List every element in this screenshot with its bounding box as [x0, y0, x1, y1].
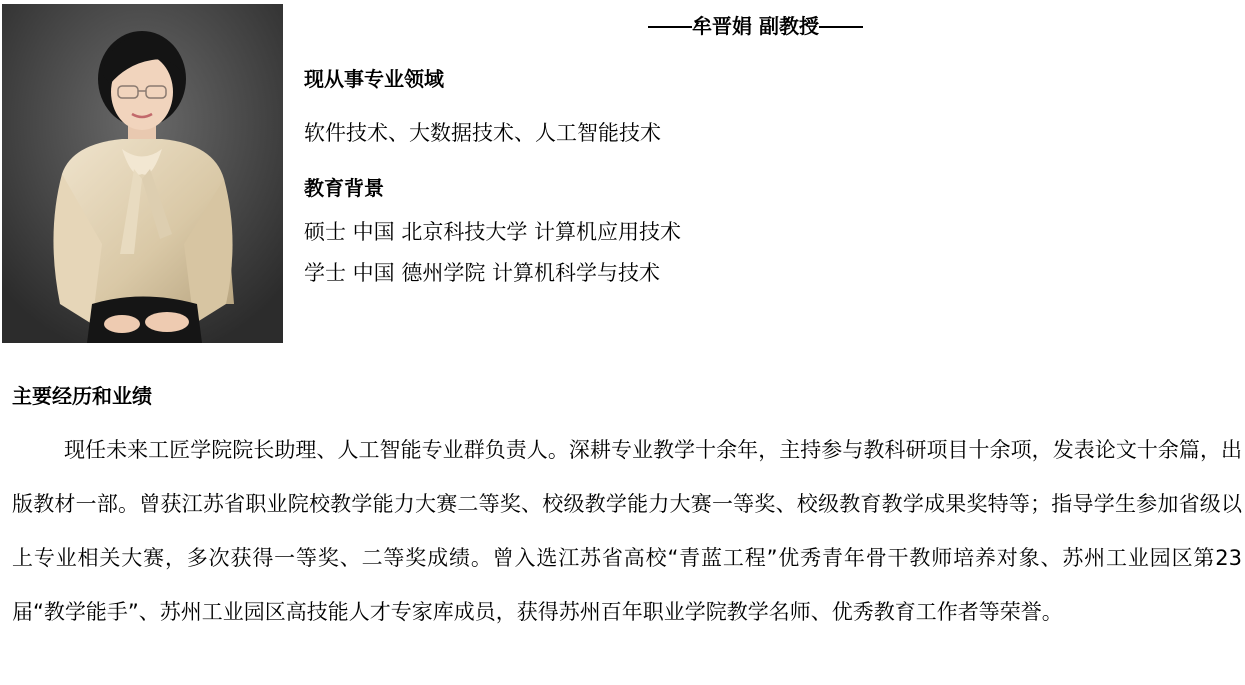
experience-text: 现任未来工匠学院院长助理、人工智能专业群负责人。深耕专业教学十余年，主持参与教科研项目十余项，发表论文十余篇，出版教材一部。曾获江苏省职业院校教学能力大赛二等奖、校级教学能力大赛一等奖、校级教育教学成果奖特等；指导学生参加省级以上专业相关大赛，多次获得一等奖、二等奖成绩。曾入选江苏省高校“青蓝工程”优秀青年骨干教师培养对象、苏州工业园区第23届“教学能手”、苏州工业园区高技能人才专家库成员，获得苏州百年职业学院教学名师、优秀教育工作者等荣誉。	[12, 438, 1242, 624]
name-title: 牟晋娟 副教授	[692, 14, 819, 38]
field-heading: 现从事专业领域	[304, 67, 444, 91]
portrait-illustration	[2, 4, 283, 343]
experience-heading: 主要经历和业绩	[12, 384, 152, 408]
field-text: 软件技术、大数据技术、人工智能技术	[304, 121, 661, 145]
portrait-photo	[2, 4, 283, 343]
left-dash	[648, 26, 692, 28]
education-item-masters: 硕士 中国 北京科技大学 计算机应用技术	[304, 220, 682, 244]
education-heading: 教育背景	[304, 176, 384, 200]
name-title-line	[648, 13, 863, 39]
right-dash	[819, 26, 863, 28]
education-item-bachelors: 学士 中国 德州学院 计算机科学与技术	[304, 261, 661, 285]
